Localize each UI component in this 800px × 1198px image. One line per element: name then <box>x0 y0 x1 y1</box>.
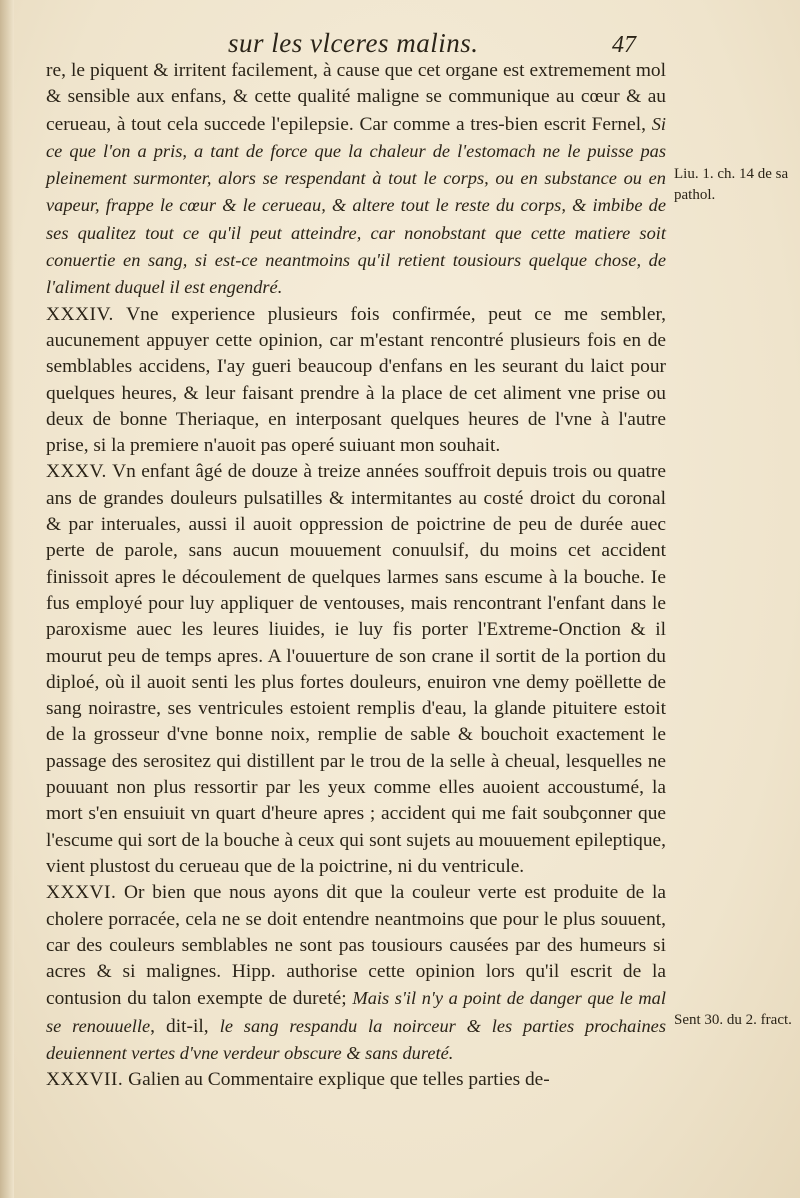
running-title: sur les vlceres malins. <box>228 28 479 58</box>
paragraph-37 <box>46 1067 666 1093</box>
paragraph-37-text: Galien au Commentaire explique que telles parties de- <box>123 1069 550 1091</box>
intro-text: re, le piquent & irritent facilement, à cause que cet organe est extremement mol & sensible aux enfans, & cette qualité maligne se communique au cœur & au cerueau, à tout cela succede l'epilepsie. Car comme a tres-bien escrit Fernel, <box>46 60 666 135</box>
margin-note-fernel: Liu. 1. ch. 14 de sa pathol. <box>674 166 789 203</box>
paragraph-36 <box>46 880 666 1067</box>
paragraph-34 <box>46 302 666 460</box>
section-number-34: XXXIV. <box>46 303 114 325</box>
paragraph-34-text: Vne experience plusieurs fois confirmée, peut ce me sembler, aucunement appuyer cette opinion, car m'estant rencontré plusieurs fois en de semblables accidens, I'ay gueri beaucoup d'enfans en les seurant du laict pour quelques heures, & leur faisant prendre à la place de cet aliment vne prise ou deux de bonne Theriaque, en interposant quelques heures de l'vne à l'autre prise, si la premiere n'auoit pas operé suiuant mon souhait. <box>46 303 666 457</box>
paragraph-intro <box>46 58 666 302</box>
hippocrates-quote-a: Mais s'il n'y a point de danger que le mal se renouuelle <box>46 988 666 1036</box>
paragraph-35-text: Vn enfant âgé de douze à treize années souffroit depuis trois ou quatre ans de grandes douleurs pulsatilles & intermitantes au costé droict du coronal & par interuales, aussi il auoit oppression de poictrine de peu de durée auec perte de parole, sans aucun mouuement conuulsif, du moins cet accident finissoit apres le découlement de quelques larmes sans escume à la bouche. Ie fus employé pour luy appliquer de ventouses, mais rencontrant l'enfant dans le paroxisme auec les leures liuides, ie luy fis porter l'Extreme-Onction & il mourut peu de temps apres. A l'ouuerture de son crane il sortit de la portion du diploé, où il auoit senti les plus fortes douleurs, enuiron vne demy poëllette de sang noirastre, ses ventricules estoient remplis d'eau, la glande pituitere estoit de la grosseur d'vne bonne noix, remplie de sable & bouchoit exactement le passage des serositez qui distillent par le trou de la selle à cheual, lesquelles ne pouuant non plus ressortir par les yeux comme elles auoient accoustumé, la mort s'en ensuiuit vn quart d'heure apres ; accident qui me fait soubçonner que l'escume qui sort de la bouche à ceux qui sont sujets au mouuement epileptique, vient plustost du cerueau que de la poictrine, ni du ventricule. <box>46 461 666 877</box>
page-number: 47 <box>612 32 636 58</box>
page-header <box>0 28 800 62</box>
paragraph-36-mid: , dit-il, <box>150 1015 220 1037</box>
main-text <box>46 58 666 1094</box>
paragraph-36-text: Or bien que nous ayons dit que la couleur verte est produite de la cholere porracée, cela ne se doit entendre neantmoins que pour le plus souuent, car des couleurs semblables ne sont pas tousiours causées par des humeurs si acres & si malignes. Hipp. authorise cette opinion lors qu'il escrit de la contusion du talon exempte de dureté; <box>46 882 666 1010</box>
hippocrates-quote-b: le sang respandu la noirceur & les parties prochaines deuiennent vertes d'vne verdeur obscure & sans dureté. <box>46 1015 666 1063</box>
section-number-35: XXXV. <box>46 461 107 483</box>
section-number-37: XXXVII. <box>46 1069 124 1091</box>
fernel-quote: Si ce que l'on a pris, a tant de force que la chaleur de l'estomach ne le puisse pas pleinement surmonter, alors se respendant à tout le corps, ou en substance ou en vapeur, frappe le cœur & le cerueau, & altere tout le reste du corps, & imbibe de ses qualitez tout ce qu'il peut atteindre, car nonobstant que cette matiere soit conuertie en sang, si est-ce neantmoins qu'il retient tousiours quelque chose, de l'aliment duquel il est engendré. <box>46 113 666 298</box>
paragraph-35 <box>46 459 666 880</box>
margin-note-hippocrates: Sent 30. du 2. fract. <box>674 1012 792 1028</box>
page-gutter <box>0 0 14 1198</box>
section-number-36: XXXVI. <box>46 882 117 904</box>
